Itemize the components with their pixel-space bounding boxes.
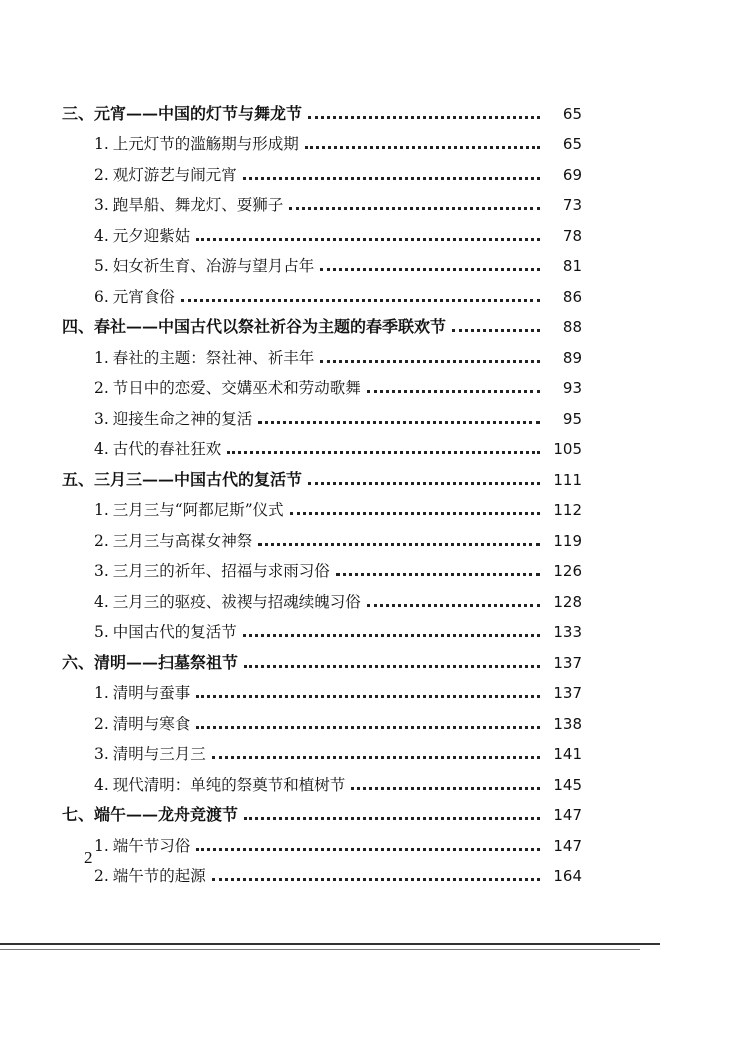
toc-entry-number: 1.: [94, 348, 109, 367]
dot-leader: [212, 878, 540, 881]
dot-leader: [212, 756, 540, 759]
toc-entry-title: 节日中的恋爱、交媾巫术和劳动歌舞: [112, 379, 361, 397]
toc-entry-page: 111: [553, 470, 582, 489]
toc-entry-page: 112: [553, 501, 582, 519]
dot-leader: [308, 116, 540, 119]
toc-entry-title: 跑旱船、舞龙灯、耍狮子: [112, 196, 284, 214]
dot-leader: [196, 848, 540, 851]
toc-entry-number: 4.: [94, 592, 109, 611]
toc-entry-number: 2.: [94, 867, 109, 885]
toc-entry-number: 4.: [94, 226, 109, 245]
toc-entry-title: 七、端午——龙舟竞渡节: [62, 805, 239, 824]
toc-entry-page: 73: [562, 196, 582, 214]
toc-entry-page: 69: [562, 165, 582, 184]
toc-entry-title: 春社的主题：祭社神、祈丰年: [112, 348, 315, 367]
toc-entry-number: 5.: [94, 623, 109, 641]
toc-entry-number: 6.: [94, 287, 109, 306]
toc-entry-number: 3.: [94, 562, 109, 580]
dot-leader: [243, 634, 540, 637]
toc-section-entry: [62, 856, 582, 887]
toc-section-entry: [62, 154, 582, 185]
toc-entry-title: 清明与寒食: [112, 714, 191, 733]
page-number: 2: [84, 848, 93, 867]
toc-entry-title: 六、清明——扫墓祭祖节: [62, 652, 239, 672]
toc-entry-number: 3.: [94, 196, 109, 214]
bottom-rule: [0, 943, 660, 945]
toc-entry-title: 迎接生命之神的复活: [112, 409, 253, 428]
toc-entry-page: 95: [562, 409, 582, 428]
toc-entry-page: 137: [553, 653, 582, 672]
toc-section-entry: [62, 612, 582, 643]
toc-entry-page: 137: [553, 684, 582, 702]
toc-entry-page: 133: [553, 623, 582, 641]
dot-leader: [258, 421, 540, 424]
toc-section-entry: [62, 246, 582, 277]
toc-chapter-entry: [62, 93, 582, 124]
toc-section-entry: [62, 825, 582, 856]
toc-entry-title: 清明与蚕事: [112, 684, 191, 702]
toc-section-entry: [62, 185, 582, 216]
dot-leader: [290, 512, 540, 515]
toc-entry-page: 164: [553, 867, 582, 885]
toc-entry-number: 1.: [94, 135, 109, 153]
toc-entry-page: 81: [562, 257, 582, 275]
toc-entry-number: 3.: [94, 409, 109, 428]
toc-entry-page: 86: [562, 287, 582, 306]
toc-section-entry: [62, 429, 582, 460]
toc-entry-page: 78: [562, 226, 582, 245]
toc-entry-page: 128: [553, 592, 582, 611]
toc-entry-number: 1.: [94, 684, 109, 702]
toc-entry-number: 2.: [94, 714, 109, 733]
toc-section-entry: [62, 520, 582, 551]
toc-chapter-entry: [62, 795, 582, 826]
toc-section-entry: [62, 124, 582, 155]
dot-leader: [181, 299, 540, 302]
toc-section-entry: [62, 551, 582, 582]
toc-section-entry: [62, 734, 582, 765]
toc-entry-page: 119: [553, 531, 582, 550]
dot-leader: [289, 207, 540, 210]
dot-leader: [244, 817, 540, 820]
toc-entry-title: 现代清明：单纯的祭奠节和植树节: [112, 775, 346, 794]
dot-leader: [320, 360, 540, 363]
toc-entry-title: 中国古代的复活节: [112, 623, 237, 641]
toc-entry-page: 145: [553, 775, 582, 794]
dot-leader: [244, 665, 540, 668]
toc-entry-page: 105: [553, 440, 582, 458]
toc-entry-title: 四、春社——中国古代以祭社祈谷为主题的春季联欢节: [62, 317, 447, 336]
toc-chapter-entry: [62, 307, 582, 338]
toc-entry-title: 古代的春社狂欢: [112, 440, 222, 458]
dot-leader: [243, 177, 540, 180]
dot-leader: [367, 604, 540, 607]
dot-leader: [351, 787, 540, 790]
toc-entry-number: 1.: [94, 836, 109, 855]
toc-entry-page: 88: [562, 318, 582, 336]
toc-entry-page: 141: [553, 745, 582, 763]
dot-leader: [308, 482, 540, 485]
toc-section-entry: [62, 581, 582, 612]
toc-entry-page: 138: [553, 714, 582, 733]
toc-entry-title: 妇女祈生育、冶游与望月占年: [112, 257, 315, 275]
toc-section-entry: [62, 215, 582, 246]
toc-entry-title: 三、元宵——中国的灯节与舞龙节: [62, 103, 303, 123]
toc-entry-page: 65: [562, 135, 582, 153]
toc-section-entry: [62, 673, 582, 704]
toc-entry-number: 1.: [94, 501, 109, 519]
toc-entry-number: 2.: [94, 379, 109, 397]
toc-entry-page: 147: [553, 836, 582, 855]
toc-section-entry: [62, 368, 582, 399]
toc-entry-page: 147: [553, 806, 582, 824]
dot-leader: [452, 329, 540, 332]
toc-entry-title: 观灯游艺与闹元宵: [112, 165, 237, 184]
dot-leader: [196, 695, 540, 698]
bottom-rule-secondary: [0, 949, 640, 950]
toc-section-entry: [62, 337, 582, 368]
toc-section-entry: [62, 276, 582, 307]
toc-entry-title: 上元灯节的滥觞期与形成期: [112, 135, 299, 153]
dot-leader: [196, 726, 540, 729]
toc-chapter-entry: [62, 642, 582, 673]
dot-leader: [258, 543, 540, 546]
toc-section-entry: [62, 703, 582, 734]
toc-entry-title: 端午节的起源: [112, 867, 206, 885]
toc-entry-number: 2.: [94, 531, 109, 550]
dot-leader: [367, 390, 540, 393]
toc-entry-page: 93: [562, 379, 582, 397]
toc-section-entry: [62, 398, 582, 429]
toc-entry-title: 五、三月三——中国古代的复活节: [62, 469, 303, 489]
toc-entry-number: 3.: [94, 745, 109, 763]
toc-entry-title: 元夕迎紫姑: [112, 226, 191, 245]
toc-entry-page: 89: [562, 348, 582, 367]
toc-section-entry: [62, 490, 582, 521]
toc-entry-title: 三月三的驱疫、祓禊与招魂续魄习俗: [112, 592, 361, 611]
dot-leader: [336, 573, 540, 576]
table-of-contents: [62, 93, 582, 886]
dot-leader: [320, 268, 540, 271]
toc-section-entry: [62, 764, 582, 795]
toc-entry-number: 4.: [94, 440, 109, 458]
toc-entry-number: 2.: [94, 165, 109, 184]
toc-entry-title: 清明与三月三: [112, 745, 206, 763]
toc-chapter-entry: [62, 459, 582, 490]
toc-entry-number: 5.: [94, 257, 109, 275]
dot-leader: [227, 451, 540, 454]
dot-leader: [196, 238, 540, 241]
toc-entry-title: 三月三的祈年、招福与求雨习俗: [112, 562, 330, 580]
toc-entry-number: 4.: [94, 775, 109, 794]
toc-entry-page: 126: [553, 562, 582, 580]
toc-entry-title: 三月三与“阿都尼斯”仪式: [112, 501, 284, 519]
toc-entry-title: 端午节习俗: [112, 836, 191, 855]
toc-entry-title: 元宵食俗: [112, 287, 175, 306]
dot-leader: [305, 146, 540, 149]
toc-entry-title: 三月三与高禖女神祭: [112, 531, 253, 550]
toc-entry-page: 65: [562, 104, 582, 123]
